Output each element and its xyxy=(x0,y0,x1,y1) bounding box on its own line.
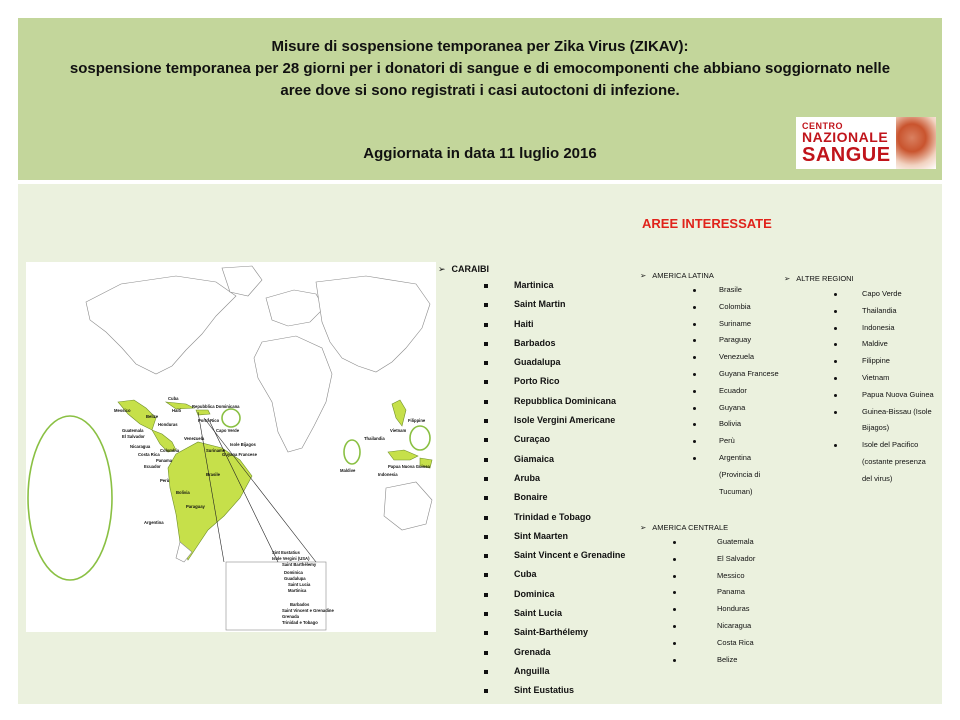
map-label-costa-rica: Costa Rica xyxy=(138,452,160,457)
list-item: Guadalupa xyxy=(438,353,625,372)
list-item: Panama xyxy=(640,584,755,601)
map-label-saint-barthelemy: Saint Barthélemy xyxy=(282,562,317,567)
list-item: Aruba xyxy=(438,469,625,488)
map-label-haiti: Haiti xyxy=(172,408,182,413)
map-label-thailandia: Thailandia xyxy=(364,436,385,441)
map-label-isole-vergini-usa: Isole Vergini (USA) xyxy=(272,556,310,561)
list-item: Venezuela xyxy=(640,349,779,366)
list-item: Curaçao xyxy=(438,430,625,449)
map-label-guyana-francese: Guyana Francese xyxy=(222,452,257,457)
america-centrale-header xyxy=(640,520,755,534)
list-item: Paraguay xyxy=(640,332,779,349)
map-label-vietnam: Vietnam xyxy=(390,428,407,433)
map-label-bolivia: Bolivia xyxy=(176,490,190,495)
list-item: Anguilla xyxy=(438,662,625,681)
title-line-1: Misure di sospensione temporanea per Zika Virus (ZIKAV): xyxy=(271,38,689,55)
list-item: Belize xyxy=(640,652,755,669)
list-item-continuation: Bijagos) xyxy=(862,423,890,433)
list-item: Thailandia xyxy=(784,303,934,320)
america-latina-section xyxy=(640,268,779,500)
list-item: Sint Maarten xyxy=(438,527,625,546)
list-item: Suriname xyxy=(640,316,779,333)
map-label-nicaragua: Nicaragua xyxy=(130,444,151,449)
list-item: Papua Nuova Guinea xyxy=(784,387,934,404)
list-item-continuation: del virus) xyxy=(862,473,893,483)
america-latina-list xyxy=(640,282,779,500)
map-label-panama: Panama xyxy=(156,458,173,463)
altre-regioni-header xyxy=(784,270,934,286)
title-line-2: sospensione temporanea per 28 giorni per i donatori di sangue e di emocomponenti che abbiano soggiornato nelle xyxy=(69,60,891,77)
america-latina-header xyxy=(640,268,779,282)
update-date: Aggiornata in data 11 luglio 2016 xyxy=(363,145,597,162)
europe-shape xyxy=(266,290,324,326)
list-item: Giamaica xyxy=(438,450,625,469)
map-label-barbados: Barbados xyxy=(290,602,310,607)
map-label-cuba: Cuba xyxy=(168,396,179,401)
list-item: Saint Martin xyxy=(438,295,625,314)
list-item: Martinica xyxy=(438,276,625,295)
caraibi-header xyxy=(438,262,625,276)
map-label-guatemala: Guatemala xyxy=(122,428,144,433)
capo-verde-ring xyxy=(222,409,240,427)
centro-nazionale-sangue-logo xyxy=(796,117,936,169)
america-latina-title: AMERICA LATINA xyxy=(652,270,714,280)
map-label-paraguay: Paraguay xyxy=(186,504,205,509)
america-centrale-title: AMERICA CENTRALE xyxy=(652,522,729,532)
australia-shape xyxy=(384,482,432,530)
list-item: Guyana Francese xyxy=(640,366,779,383)
map-label-suriname: Suriname xyxy=(206,448,226,453)
list-item: El Salvador xyxy=(640,551,755,568)
logo-line-1: CENTRO xyxy=(802,121,843,131)
list-item: Colombia xyxy=(640,299,779,316)
map-label-capo-verde: Capo Verde xyxy=(216,428,240,433)
list-item-continuation: (Provincia di xyxy=(719,469,761,479)
list-item: Bolivia xyxy=(640,416,779,433)
arrow-bullet-icon: ➢ xyxy=(640,270,647,280)
map-label-papua-nuova-guinea: Papua Nuova Guinea xyxy=(388,464,430,469)
list-item: Isole Vergini Americane xyxy=(438,411,625,430)
map-label-dominica: Dominica xyxy=(284,570,303,575)
africa-shape xyxy=(254,336,332,452)
list-item: Guinea-Bissau (Isole xyxy=(784,404,934,421)
north-america-shape xyxy=(86,276,236,374)
map-label-repubblica-dominicana: Repubblica Dominicana xyxy=(192,404,240,409)
map-label-brasile: Brasile xyxy=(206,472,220,477)
map-label-filippine: Filippine xyxy=(408,418,426,423)
map-label-peru: Perù xyxy=(160,478,170,483)
map-label-venezuela: Venezuela xyxy=(184,436,205,441)
world-map xyxy=(26,262,436,632)
logo-line-3: SANGUE xyxy=(802,144,891,166)
map-label-belize: Belize xyxy=(146,414,159,419)
list-item: Guyana xyxy=(640,400,779,417)
list-item: Indonesia xyxy=(784,320,934,337)
list-item: Bonaire xyxy=(438,488,625,507)
page-title xyxy=(18,36,942,102)
list-item: Argentina xyxy=(640,450,779,467)
map-label-messico: Messico xyxy=(114,408,131,413)
altre-regioni-section xyxy=(784,270,934,488)
logo-artwork xyxy=(896,117,936,169)
caraibi-list xyxy=(438,276,625,701)
map-label-maldive: Maldive xyxy=(340,468,356,473)
map-label-grenada: Grenada xyxy=(282,614,299,619)
list-item: Saint Lucia xyxy=(438,604,625,623)
list-item: Nicaragua xyxy=(640,618,755,635)
map-label-ecuador: Ecuador xyxy=(144,464,161,469)
map-label-saint-lucia: Saint Lucia xyxy=(288,582,311,587)
aree-interessate-title: AREE INTERESSATE xyxy=(642,216,772,231)
list-item: Saint-Barthélemy xyxy=(438,623,625,642)
list-item: Guatemala xyxy=(640,534,755,551)
altre-regioni-list xyxy=(784,286,934,488)
list-item: Capo Verde xyxy=(784,286,934,303)
title-line-3: aree dove si sono registrati i casi autoctoni di infezione. xyxy=(280,82,680,99)
map-label-martinica: Martinica xyxy=(288,588,307,593)
map-label-argentina: Argentina xyxy=(144,520,164,525)
indonesia-shape xyxy=(388,450,418,460)
list-item: Costa Rica xyxy=(640,635,755,652)
list-item: Porto Rico xyxy=(438,372,625,391)
america-centrale-section xyxy=(640,520,755,668)
list-item: Haiti xyxy=(438,315,625,334)
caraibi-section xyxy=(438,262,625,701)
map-label-el-salvador: El Salvador xyxy=(122,434,145,439)
arrow-bullet-icon: ➢ xyxy=(784,273,791,283)
list-item: Isole del Pacifico xyxy=(784,437,934,454)
map-label-isole-bijagos: Isole Bijagos xyxy=(230,442,256,447)
list-item: Barbados xyxy=(438,334,625,353)
map-label-saint-vincent: Saint Vincent e Grenadine xyxy=(282,608,334,613)
list-item: Grenada xyxy=(438,643,625,662)
list-item: Cuba xyxy=(438,565,625,584)
map-label-colombia: Colombia xyxy=(160,448,180,453)
list-item: Vietnam xyxy=(784,370,934,387)
altre-regioni-title: ALTRE REGIONI xyxy=(796,273,854,283)
list-item: Filippine xyxy=(784,353,934,370)
logo-line-2: NAZIONALE xyxy=(802,129,889,145)
list-item: Perù xyxy=(640,433,779,450)
arrow-bullet-icon: ➢ xyxy=(640,522,647,532)
list-item: Dominica xyxy=(438,585,625,604)
southeast-asia-shape xyxy=(392,400,406,426)
pacific-region-ring xyxy=(28,416,112,580)
world-map-svg xyxy=(26,262,436,632)
arrow-bullet-icon: ➢ xyxy=(438,263,446,274)
maldive-ring xyxy=(344,440,360,464)
list-item: Repubblica Dominicana xyxy=(438,392,625,411)
list-item: Honduras xyxy=(640,601,755,618)
caraibi-title: CARAIBI xyxy=(451,264,490,274)
america-centrale-list xyxy=(640,534,755,668)
map-label-trinidad: Trinidad e Tobago xyxy=(282,620,318,625)
map-label-indonesia: Indonesia xyxy=(378,472,398,477)
header-banner xyxy=(18,18,942,180)
map-label-porto-rico: Porto Rico xyxy=(198,418,220,423)
list-item-continuation: (costante presenza xyxy=(862,456,926,466)
asia-shape xyxy=(316,276,430,372)
list-item: Sint Eustatius xyxy=(438,681,625,700)
map-label-guadalupa: Guadalupa xyxy=(284,576,306,581)
southeast-asia-ring xyxy=(410,426,430,450)
map-label-honduras: Honduras xyxy=(158,422,178,427)
list-item: Maldive xyxy=(784,336,934,353)
list-item: Trinidad e Tobago xyxy=(438,508,625,527)
map-label-sint-eustatius: Sint Eustatius xyxy=(272,550,300,555)
list-item: Messico xyxy=(640,568,755,585)
list-item: Brasile xyxy=(640,282,779,299)
list-item: Saint Vincent e Grenadine xyxy=(438,546,625,565)
list-item: Ecuador xyxy=(640,383,779,400)
list-item-continuation: Tucuman) xyxy=(719,486,753,496)
